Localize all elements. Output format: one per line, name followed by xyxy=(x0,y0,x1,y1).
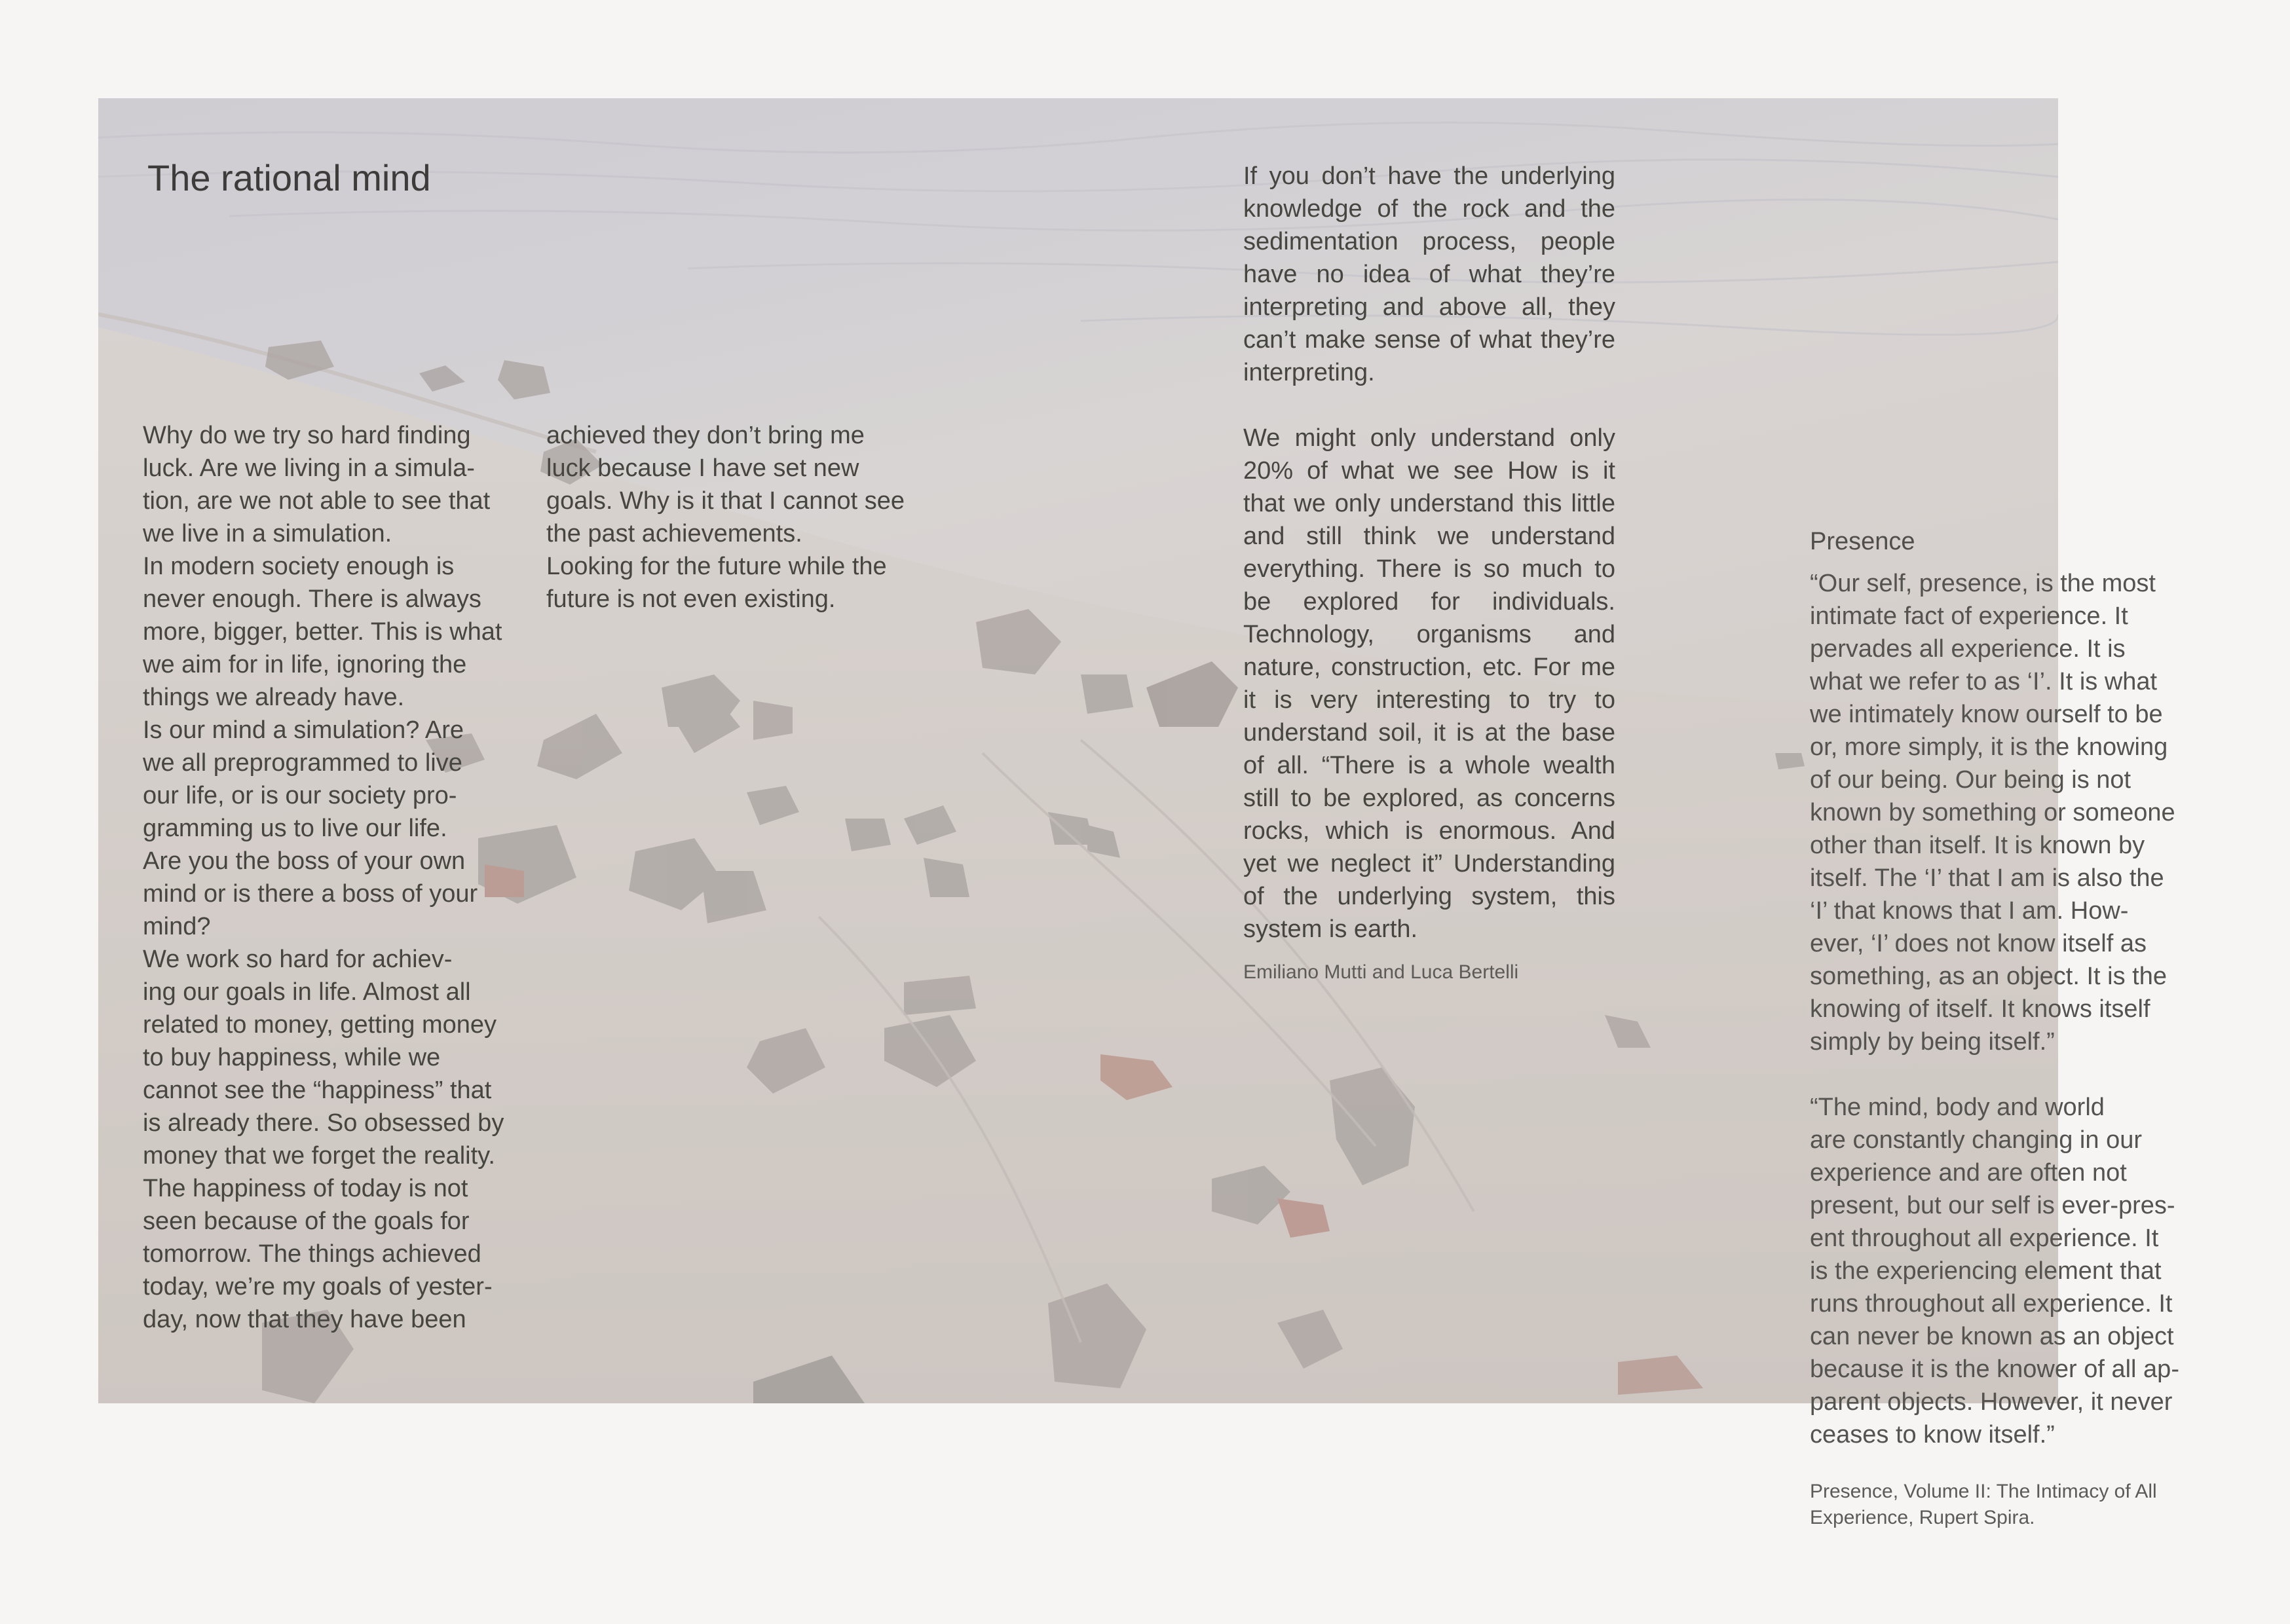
water-ripples xyxy=(98,122,2058,335)
text-line: We work so hard for achiev- xyxy=(143,946,453,973)
quote-credit xyxy=(1810,1479,2216,1531)
text-line: today, we’re my goals of yester- xyxy=(143,1273,493,1301)
text-line: cannot see the “happiness” that xyxy=(143,1077,492,1104)
text-line: luck because I have set new xyxy=(546,454,859,482)
quote-column xyxy=(1810,567,2203,1451)
credit-line: Experience, Rupert Spira. xyxy=(1810,1507,2035,1528)
text-line: other than itself. It is known by xyxy=(1810,832,2145,859)
credit-line: Presence, Volume II: The Intimacy of All xyxy=(1810,1481,2157,1502)
text-line: Is our mind a simulation? Are xyxy=(143,716,464,744)
text-line: never enough. There is always xyxy=(143,585,481,613)
text-line: Are you the boss of your own xyxy=(143,847,466,875)
text-line: related to money, getting money xyxy=(143,1011,497,1039)
text-line: ing our goals in life. Almost all xyxy=(143,978,471,1006)
text-line: or, more simply, it is the knowing xyxy=(1810,733,2168,761)
text-line: simply by being itself.” xyxy=(1810,1028,2055,1056)
text-line: itself. The ‘I’ that I am is also the xyxy=(1810,864,2164,892)
text-line: seen because of the goals for xyxy=(143,1208,470,1235)
text-line: we intimately know ourself to be xyxy=(1810,701,2163,728)
text-column-3 xyxy=(1243,160,1615,946)
text-line: our life, or is our society pro- xyxy=(143,782,457,809)
text-line: can never be known as an object xyxy=(1810,1323,2174,1350)
text-line: Looking for the future while the xyxy=(546,553,887,580)
text-line: runs throughout all experience. It xyxy=(1810,1290,2173,1318)
text-line: money that we forget the reality. xyxy=(143,1142,495,1170)
section-title: Presence xyxy=(1810,528,1915,555)
text-line: goals. Why is it that I cannot see xyxy=(546,487,905,515)
text-line: In modern society enough is xyxy=(143,553,455,580)
text-line: ‘I’ that knows that I am. How- xyxy=(1810,897,2129,925)
text-line: something, as an object. It is the xyxy=(1810,963,2167,990)
text-line: we aim for in life, ignoring the xyxy=(143,651,467,678)
text-line: Why do we try so hard finding xyxy=(143,422,471,449)
text-line: we all preprogrammed to live xyxy=(143,749,462,777)
text-line: of our being. Our being is not xyxy=(1810,766,2131,794)
text-line: luck. Are we living in a simula- xyxy=(143,454,475,482)
quote-block-1 xyxy=(1810,567,2203,1058)
text-line: The happiness of today is not xyxy=(143,1175,468,1202)
text-line: more, bigger, better. This is what xyxy=(143,618,502,646)
text-line: ceases to know itself.” xyxy=(1810,1421,2055,1449)
text-column-1 xyxy=(143,419,523,1336)
text-line: what we refer to as ‘I’. It is what xyxy=(1810,668,2158,695)
text-line: gramming us to live our life. xyxy=(143,815,447,842)
text-line: the past achievements. xyxy=(546,520,802,547)
text-line: day, now that they have been xyxy=(143,1306,466,1333)
text-line: intimate fact of experience. It xyxy=(1810,602,2128,630)
text-line: achieved they don’t bring me xyxy=(546,422,865,449)
text-line: “The mind, body and world xyxy=(1810,1094,2105,1121)
text-line: present, but our self is ever-pres- xyxy=(1810,1192,2175,1219)
text-line: known by something or someone xyxy=(1810,799,2175,826)
paragraph: We might only understand only 20% of what we see How is it that we only understand this little and still think we understand everything. There is so much to be explored for individuals. Technology, organisms and nature, construction, etc. For me it is very interesting to try to understand soil, it is at the base of all. “There is a whole wealth still to be explored, as concerns rocks, which is enormous. And yet we neglect it” Understanding of the underlying system, this system is earth. xyxy=(1243,424,1615,943)
text-line: mind or is there a boss of your xyxy=(143,880,478,908)
text-line: is the experiencing element that xyxy=(1810,1257,2162,1285)
text-line: parent objects. However, it never xyxy=(1810,1388,2173,1416)
text-line: tion, are we not able to see that xyxy=(143,487,491,515)
text-line: ever, ‘I’ does not know itself as xyxy=(1810,930,2147,957)
text-line: we live in a simulation. xyxy=(143,520,392,547)
text-line: ent throughout all experience. It xyxy=(1810,1225,2159,1252)
text-column-2 xyxy=(546,419,926,616)
paragraph: If you don’t have the underlying knowledge of the rock and the sedimentation process, people have no idea of what they’re interpreting and above all, they can’t make sense of what they’re interpreting. xyxy=(1243,162,1615,386)
page-title: The rational mind xyxy=(147,157,431,198)
quote-block-2 xyxy=(1810,1091,2203,1451)
text-line: things we already have. xyxy=(143,684,405,711)
credit-authors: Emiliano Mutti and Luca Bertelli xyxy=(1243,961,1519,983)
text-line: to buy happiness, while we xyxy=(143,1044,441,1071)
text-line: tomorrow. The things achieved xyxy=(143,1240,481,1268)
text-line: because it is the knower of all ap- xyxy=(1810,1356,2179,1383)
text-line: “Our self, presence, is the most xyxy=(1810,570,2156,597)
text-line: mind? xyxy=(143,913,211,940)
text-line: knowing of itself. It knows itself xyxy=(1810,995,2150,1023)
text-line: pervades all experience. It is xyxy=(1810,635,2126,663)
text-line: experience and are often not xyxy=(1810,1159,2127,1187)
text-line: are constantly changing in our xyxy=(1810,1126,2142,1154)
text-line: is already there. So obsessed by xyxy=(143,1109,504,1137)
text-line: future is not even existing. xyxy=(546,585,836,613)
